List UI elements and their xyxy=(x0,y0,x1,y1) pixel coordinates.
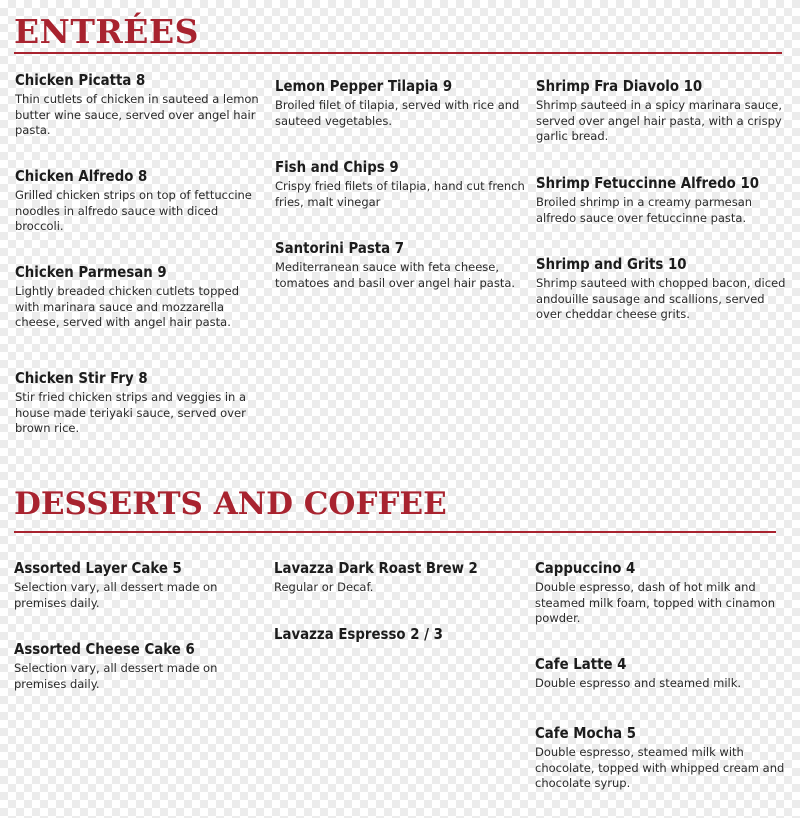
menu-item xyxy=(275,238,525,291)
menu-item-description: Shrimp sauteed in a spicy marinara sauce, served over angel hair pasta, with a crispy garlic bread. xyxy=(536,98,783,143)
menu-item-name: Shrimp Fra Diavolo 10 xyxy=(536,77,703,95)
menu-item-name: Cafe Latte 4 xyxy=(535,655,627,673)
menu-item xyxy=(275,157,525,210)
menu-item-description: Broiled shrimp in a creamy parmesan alfredo sauce over fetuccinne pasta. xyxy=(536,195,753,225)
menu-item-name: Lavazza Dark Roast Brew 2 xyxy=(274,559,478,577)
menu-item xyxy=(274,624,524,644)
menu-item xyxy=(536,173,786,226)
menu-item xyxy=(15,262,265,331)
menu-item-description: Shrimp sauteed with chopped bacon, diced andouille sausage and scallions, served over cheddar cheese grits. xyxy=(536,276,786,321)
menu-item xyxy=(274,558,524,596)
menu-item xyxy=(14,639,264,692)
menu-item-name: Chicken Picatta 8 xyxy=(15,71,146,89)
menu-item-name: Santorini Pasta 7 xyxy=(275,239,405,257)
menu-item-description: Double espresso and steamed milk. xyxy=(535,676,742,690)
menu-item xyxy=(15,70,265,139)
entrees-divider xyxy=(14,52,782,54)
menu-item-description: Grilled chicken strips on top of fettuccine noodles in alfredo sauce with diced broccoli. xyxy=(15,188,252,233)
menu-item-name: Cafe Mocha 5 xyxy=(535,724,636,742)
menu-item-name: Chicken Alfredo 8 xyxy=(15,167,148,185)
menu-item-name: Chicken Parmesan 9 xyxy=(15,263,167,281)
menu-item-description: Stir fried chicken strips and veggies in a house made teriyaki sauce, served over brown rice. xyxy=(15,390,247,435)
menu-item xyxy=(535,558,785,627)
menu-item-name: Lavazza Espresso 2 / 3 xyxy=(274,625,443,643)
menu-item-description: Selection vary, all dessert made on premises daily. xyxy=(14,580,218,610)
desserts-divider xyxy=(14,531,776,533)
menu-item xyxy=(536,76,786,145)
menu-item-name: Shrimp and Grits 10 xyxy=(536,255,687,273)
menu-item-description: Crispy fried filets of tilapia, hand cut french fries, malt vinegar xyxy=(275,179,525,209)
menu-item-description: Double espresso, steamed milk with chocolate, topped with whipped cream and chocolate syrup. xyxy=(535,745,785,790)
menu-item xyxy=(536,254,786,323)
menu-item-name: Assorted Layer Cake 5 xyxy=(14,559,182,577)
menu-item xyxy=(15,166,265,235)
menu-item xyxy=(14,558,264,611)
menu-item-name: Shrimp Fetuccinne Alfredo 10 xyxy=(536,174,760,192)
menu-item-name: Cappuccino 4 xyxy=(535,559,636,577)
menu-item-description: Thin cutlets of chicken in sauteed a lemon butter wine sauce, served over angel hair pasta. xyxy=(15,92,259,137)
menu-item-description: Selection vary, all dessert made on premises daily. xyxy=(14,661,218,691)
menu-item-name: Fish and Chips 9 xyxy=(275,158,399,176)
entrees-heading: ENTRÉES xyxy=(14,12,199,51)
menu-item-description: Mediterranean sauce with feta cheese, tomatoes and basil over angel hair pasta. xyxy=(275,260,516,290)
menu-item xyxy=(15,368,265,437)
menu-item-description: Double espresso, dash of hot milk and steamed milk foam, topped with cinamon powder. xyxy=(535,580,776,625)
menu-item xyxy=(275,76,525,129)
desserts-heading: DESSERTS AND COFFEE xyxy=(14,486,447,522)
menu-item-name: Chicken Stir Fry 8 xyxy=(15,369,148,387)
menu-item-description: Broiled filet of tilapia, served with rice and sauteed vegetables. xyxy=(275,98,520,128)
menu-item-description: Lightly breaded chicken cutlets topped with marinara sauce and mozzarella cheese, served with angel hair pasta. xyxy=(15,284,240,329)
menu-item-description: Regular or Decaf. xyxy=(274,580,374,594)
menu-item-name: Lemon Pepper Tilapia 9 xyxy=(275,77,453,95)
menu-item xyxy=(535,654,785,692)
menu-item xyxy=(535,723,785,792)
menu-item-name: Assorted Cheese Cake 6 xyxy=(14,640,195,658)
